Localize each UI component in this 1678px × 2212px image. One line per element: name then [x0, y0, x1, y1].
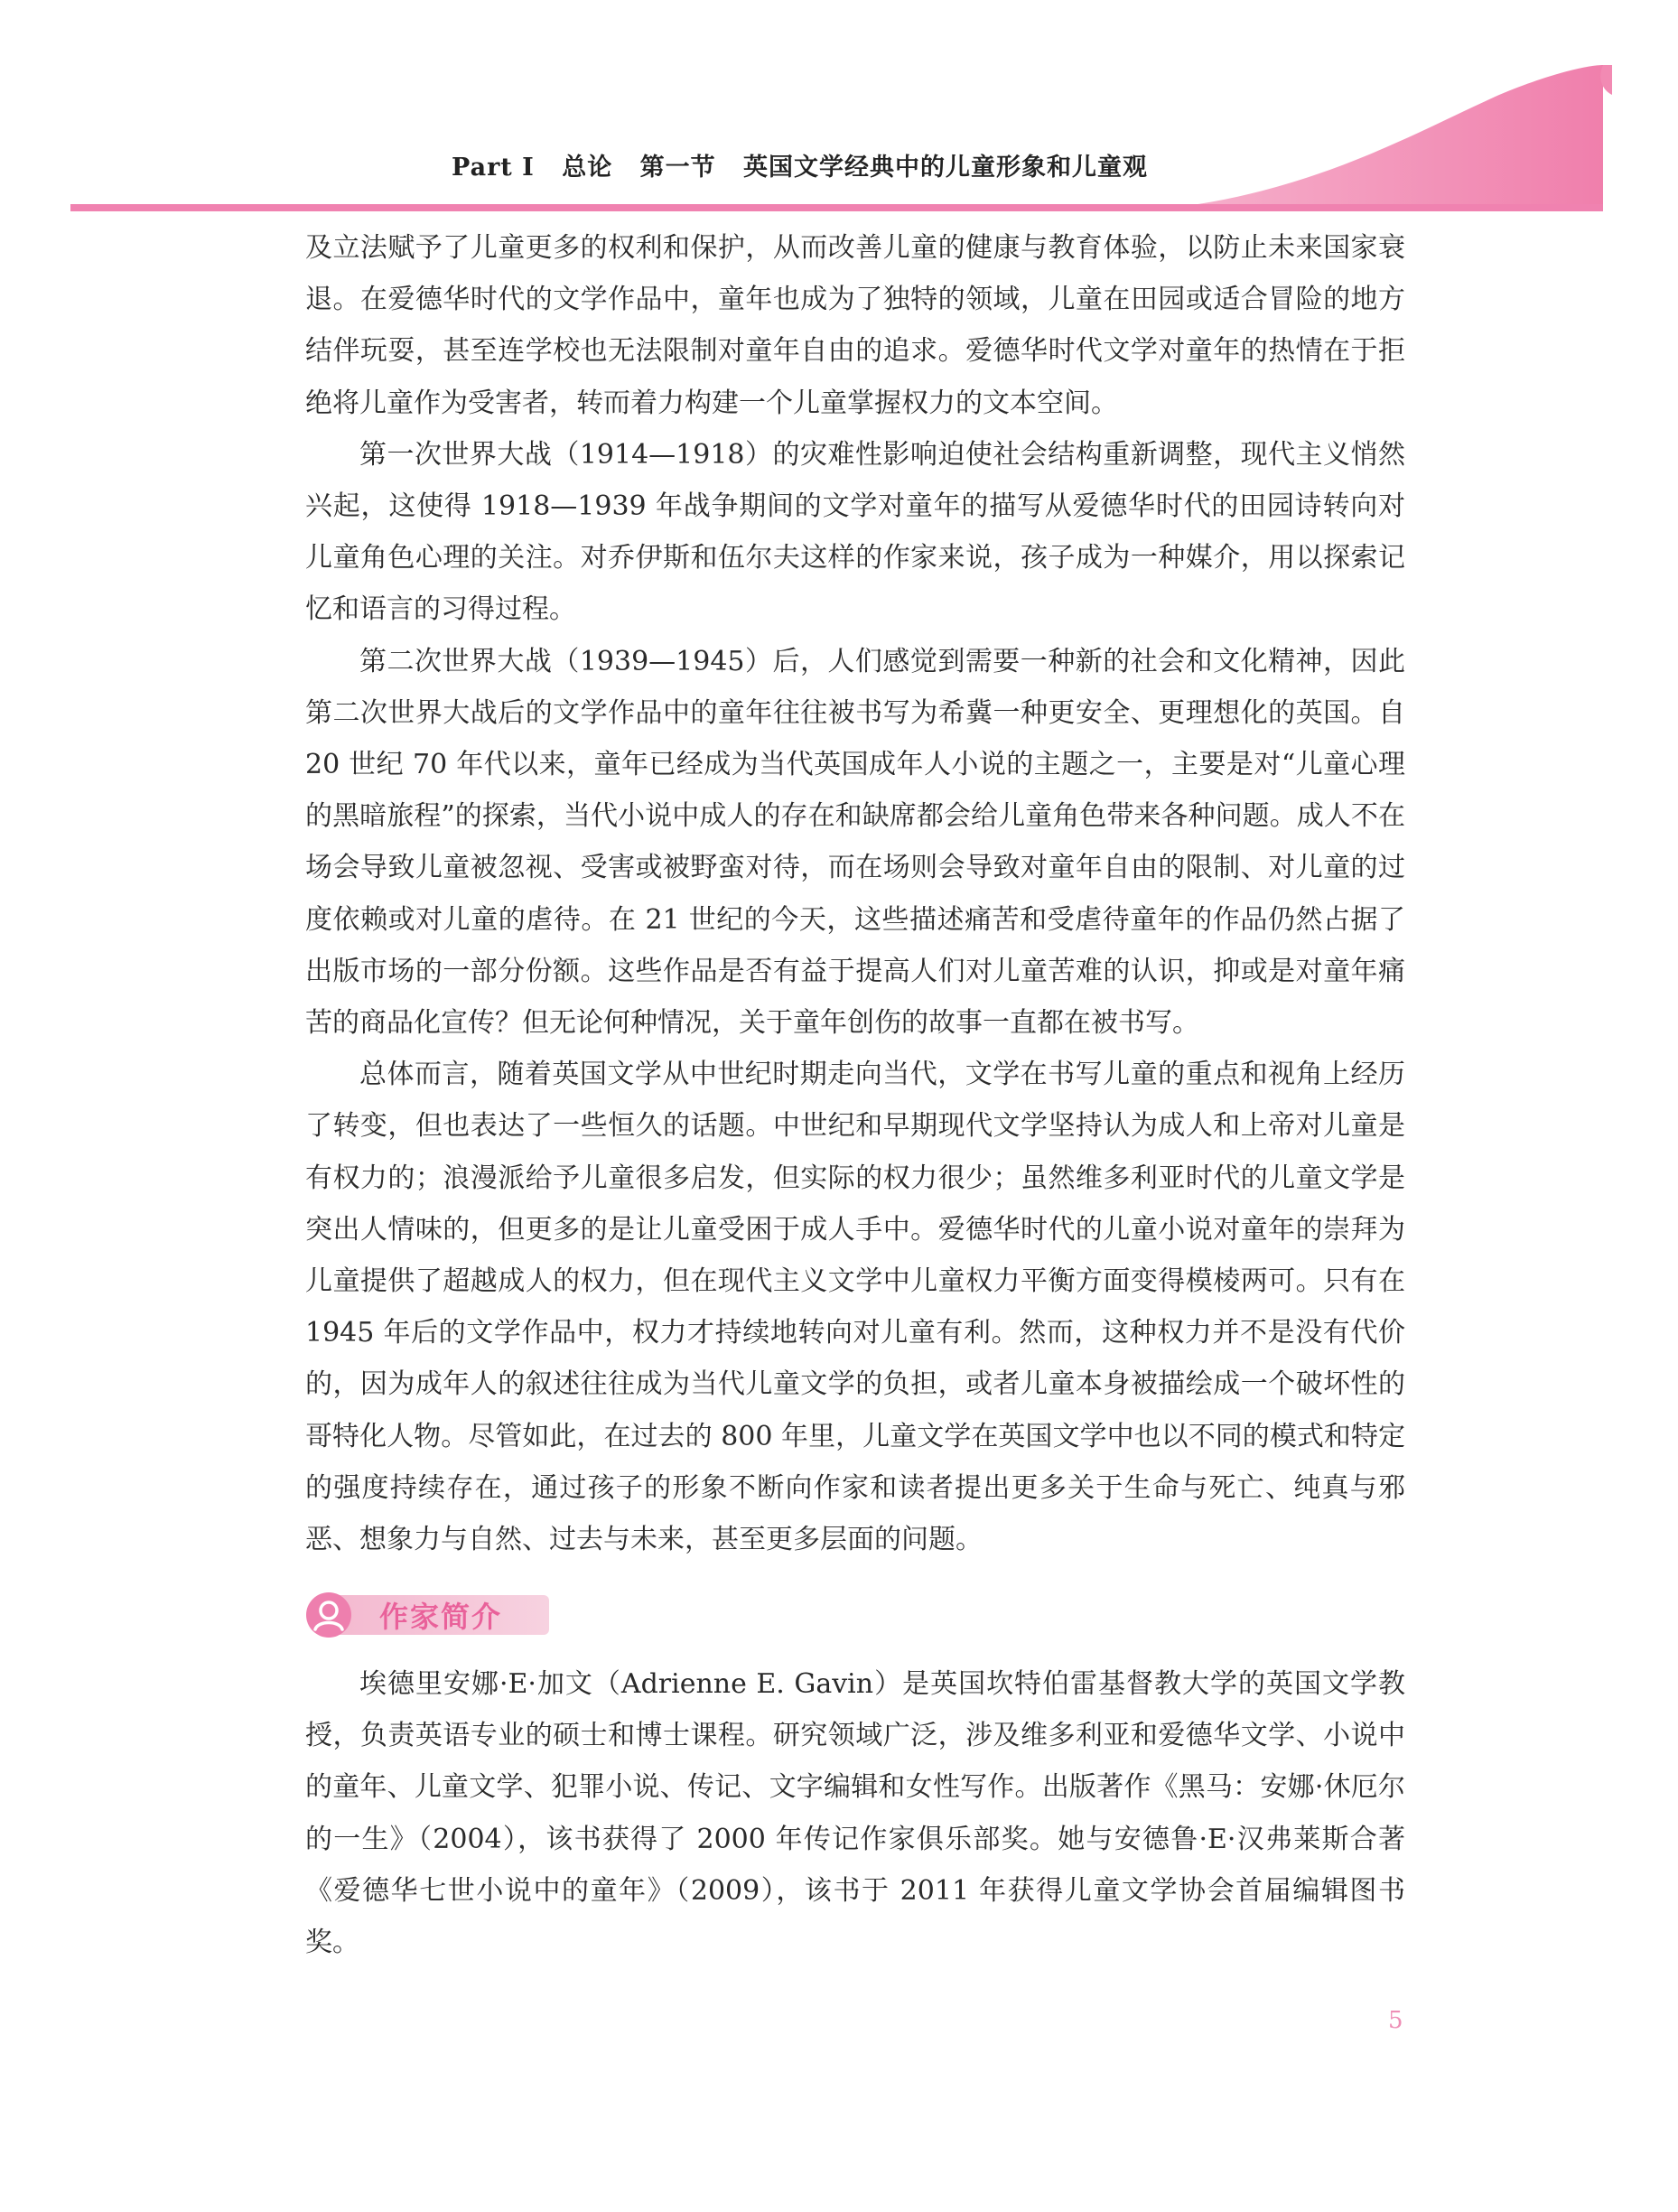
author-bio	[305, 1658, 1405, 1968]
header-rule	[70, 204, 1603, 211]
author-bio-paragraph: 埃德里安娜·E·加文（Adrienne E. Gavin）是英国坎特伯雷基督教大学的英国文学教授，负责英语专业的硕士和博士课程。研究领域广泛，涉及维多利亚和爱德华文学、小说中的童年、儿童文学、犯罪小说、传记、文字编辑和女性写作。出版著作《黑马：安娜·休厄尔的一生》（2004），该书获得了 2000 年传记作家俱乐部奖。她与安德鲁·E·汉弗莱斯合著《爱德华七世小说中的童年》（2009），该书于 2011 年获得儿童文学协会首届编辑图书奖。	[305, 1668, 1405, 1959]
header-wave	[1156, 65, 1603, 210]
section-title: 作家简介	[379, 1600, 503, 1634]
running-header	[452, 147, 1166, 182]
body-paragraph: 第二次世界大战（1939—1945）后，人们感觉到需要一种新的社会和文化精神，因此第二次世界大战后的文学作品中的童年往往被书写为希冀一种更安全、更理想化的英国。自 20 世纪 70 年代以来，童年已经成为当代英国成年人小说的主题之一，主要是对“儿童心理的黑暗旅程”的探索，当代小说中成人的存在和缺席都会给儿童角色带来各种问题。成人不在场会导致儿童被忽视、受害或被野蛮对待，而在场则会导致对童年自由的限制、对儿童的过度依赖或对儿童的虐待。在 21 世纪的今天，这些描述痛苦和受虐待童年的作品仍然占据了出版市场的一部分份额。这些作品是否有益于提高人们对儿童苦难的认识，抑或是对童年痛苦的商品化宣传？但无论何种情况，关于童年创伤的故事一直都在被书写。	[305, 645, 1405, 1040]
header-section: 第一节	[639, 154, 716, 182]
page-number: 5	[1388, 2007, 1403, 2034]
header-chapter: 总论	[562, 154, 613, 182]
header-title: 英国文学经典中的儿童形象和儿童观	[743, 154, 1149, 182]
body-paragraph: 第一次世界大战（1914—1918）的灾难性影响迫使社会结构重新调整，现代主义悄然兴起，这使得 1918—1939 年战争期间的文学对童年的描写从爱德华时代的田园诗转向对儿童角色心理的关注。对乔伊斯和伍尔夫这样的作家来说，孩子成为一种媒介，用以探索记忆和语言的习得过程。	[305, 438, 1405, 626]
header-decoration	[0, 0, 1678, 235]
person-icon	[305, 1591, 352, 1638]
body-paragraph: 及立法赋予了儿童更多的权利和保护，从而改善儿童的健康与教育体验，以防止未来国家衰退。在爱德华时代的文学作品中，童年也成为了独特的领域，儿童在田园或适合冒险的地方结伴玩耍，甚至连学校也无法限制对童年自由的追求。爱德华时代文学对童年的热情在于拒绝将儿童作为受害者，转而着力构建一个儿童掌握权力的文本空间。	[305, 232, 1405, 419]
author-section-heading	[305, 1590, 502, 1640]
header-part: Part I	[452, 154, 535, 182]
body-text	[305, 222, 1405, 1565]
body-paragraph: 总体而言，随着英国文学从中世纪时期走向当代，文学在书写儿童的重点和视角上经历了转变，但也表达了一些恒久的话题。中世纪和早期现代文学坚持认为成人和上帝对儿童是有权力的；浪漫派给予儿童很多启发，但实际的权力很少；虽然维多利亚时代的儿童文学是突出人情味的，但更多的是让儿童受困于成人手中。爱德华时代的儿童小说对童年的崇拜为儿童提供了超越成人的权力，但在现代主义文学中儿童权力平衡方面变得模棱两可。只有在 1945 年后的文学作品中，权力才持续地转向对儿童有利。然而，这种权力并不是没有代价的，因为成年人的叙述往往成为当代儿童文学的负担，或者儿童本身被描绘成一个破坏性的哥特化人物。尽管如此，在过去的 800 年里，儿童文学在英国文学中也以不同的模式和特定的强度持续存在，通过孩子的形象不断向作家和读者提出更多关于生命与死亡、纯真与邪恶、想象力与自然、过去与未来，甚至更多层面的问题。	[305, 1059, 1405, 1556]
